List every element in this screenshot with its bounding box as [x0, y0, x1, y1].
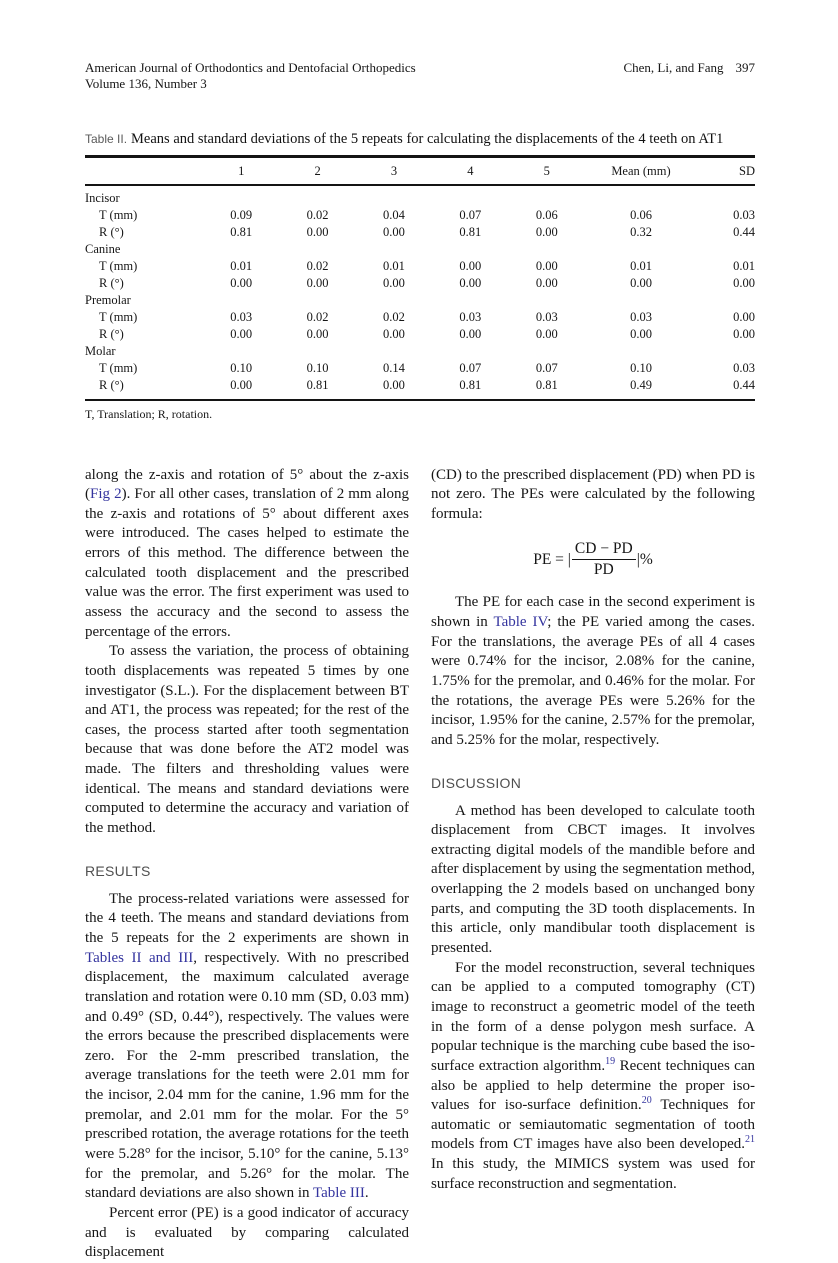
column-header: 1	[203, 158, 279, 185]
table-cell: 0.32	[630, 224, 652, 239]
table-cell: 0.81	[535, 377, 558, 392]
table-cell: 0.00	[459, 258, 482, 273]
body-paragraph	[431, 802, 755, 959]
table-cell: 0.14	[383, 360, 405, 375]
table-cell: 0.00	[230, 377, 253, 392]
table-cell: 0.02	[306, 258, 329, 273]
left-column	[85, 466, 409, 1263]
table-cell: 0.81	[459, 377, 482, 392]
table-cell: 0.03	[630, 309, 652, 324]
table-cell	[356, 185, 432, 207]
formula-fraction	[572, 540, 636, 579]
text-segment: The process-related variations were assessed for the 4 teeth. The means and standard deviations from the 5 repeats for the 2 experiments are shown in	[85, 890, 409, 946]
table-cell: 0.03	[733, 360, 755, 375]
table-cell: 0.00	[459, 326, 482, 341]
table-cell: 0.00	[306, 224, 329, 239]
table-cell: 0.00	[306, 275, 329, 290]
table-cell	[279, 343, 355, 360]
table-cell: 0.10	[306, 360, 329, 375]
table-group-row	[85, 185, 755, 207]
table-caption-label: Table II.	[85, 131, 128, 146]
table-cell	[279, 185, 355, 207]
text-segment: ). For all other cases, translation of 2 mm along the z-axis and rotations of 5° about different axes were introduced. The cases helped to estimate the errors of this method. The difference between the calculated tooth displacement and the prescribed value was the error. The first experiment was used to assess the accuracy and the second to assess the percentage of the errors.	[85, 486, 409, 640]
table-row	[85, 224, 755, 241]
row-label: R (°)	[99, 326, 124, 341]
table-cell: 0.07	[459, 207, 482, 222]
table-cell: 0.00	[630, 326, 652, 341]
table-cell	[432, 241, 508, 258]
section-heading: DISCUSSION	[431, 774, 522, 791]
table-group-row	[85, 292, 755, 309]
table-row	[85, 207, 755, 224]
table-footnote: T, Translation; R, rotation.	[85, 406, 213, 421]
row-label: Premolar	[85, 292, 131, 307]
text-segment: For the model reconstruction, several techniques can be applied to a computed tomography (CT) image to reconstruct a geometric model of the teeth in the form of a dense polygon mesh surface. A popular technique is the marching cube based the iso-surface extraction algorithm.	[431, 959, 755, 1074]
table-cell: 0.03	[733, 207, 755, 222]
journal-volume-issue: Volume 136, Number 3	[85, 76, 207, 92]
text-segment: A method has been developed to calculate tooth displacement from CBCT images. It involves extracting digital models of the mandible before and after displacement by using the segmentation method, overlapping the 2 models based on unchanged bony parts, and computing the 3D tooth displacements. In this article, only mandibular tooth displacement is presented.	[431, 802, 755, 957]
table-row	[85, 309, 755, 326]
row-label: R (°)	[99, 224, 124, 239]
reference-superscript[interactable]: 21	[745, 1134, 755, 1146]
body-paragraph	[85, 466, 409, 643]
table-cell: 0.00	[230, 326, 253, 341]
cross-reference-link[interactable]: Table IV	[493, 614, 548, 631]
text-segment: .	[364, 1185, 369, 1202]
cross-reference-link[interactable]: Table III	[313, 1185, 365, 1202]
table-cell	[585, 292, 697, 309]
table-cell: 0.01	[383, 258, 405, 273]
table-cell	[356, 343, 432, 360]
table-cell	[279, 241, 355, 258]
table-row	[85, 326, 755, 343]
table-cell: 0.49	[630, 377, 652, 392]
table-cell	[509, 241, 585, 258]
table-cell: 0.00	[383, 224, 405, 239]
table-cell: 0.00	[535, 258, 558, 273]
table-cell: 0.44	[733, 377, 755, 392]
table-cell	[356, 292, 432, 309]
table-body	[85, 185, 755, 400]
table-cell	[509, 343, 585, 360]
table-row	[85, 275, 755, 292]
body-paragraph	[431, 959, 755, 1195]
column-header: 3	[356, 158, 432, 185]
table-cell: 0.00	[383, 275, 405, 290]
table-cell	[279, 292, 355, 309]
table-group-row	[85, 241, 755, 258]
row-label: T (mm)	[99, 360, 138, 375]
body-paragraph	[85, 1204, 409, 1263]
running-head-right	[623, 60, 755, 76]
article-body	[85, 466, 755, 1263]
text-segment: Percent error (PE) is a good indicator of accuracy and is evaluated by comparing calculated displacement	[85, 1204, 409, 1261]
text-segment: Techniques for automatic or semiautomatic segmentation of tooth models from CT images have also been developed.	[431, 1097, 755, 1153]
reference-superscript[interactable]: 19	[605, 1055, 616, 1067]
formula-numerator: CD − PD	[572, 540, 636, 560]
running-head-left	[85, 60, 416, 93]
table-cell	[697, 185, 755, 207]
table-cell	[432, 185, 508, 207]
column-header: Mean (mm)	[585, 158, 697, 185]
body-paragraph	[431, 466, 755, 525]
row-label: R (°)	[99, 275, 124, 290]
running-head	[85, 60, 755, 93]
section-heading: RESULTS	[85, 862, 151, 879]
table-cell: 0.06	[535, 207, 558, 222]
table-cell: 0.81	[459, 224, 482, 239]
table-cell	[585, 241, 697, 258]
row-label: Incisor	[85, 190, 120, 205]
table-ii-block	[85, 130, 755, 422]
column-header	[85, 158, 203, 185]
table-cell	[203, 185, 279, 207]
table-cell: 0.03	[230, 309, 253, 324]
table-cell: 0.10	[630, 360, 652, 375]
table-cell: 0.00	[459, 275, 482, 290]
table-cell	[697, 343, 755, 360]
body-paragraph	[431, 593, 755, 750]
formula-rhs: |%	[636, 550, 653, 568]
table-cell: 0.02	[306, 207, 329, 222]
table-cell: 0.81	[230, 224, 253, 239]
reference-superscript[interactable]: 20	[641, 1095, 652, 1107]
table-cell	[203, 292, 279, 309]
table-cell	[697, 241, 755, 258]
table-cell: 0.07	[535, 360, 558, 375]
text-segment: Recent techniques can also be applied to help determine the proper iso-values for iso-surface definition.	[431, 1057, 755, 1114]
table-cell: 0.00	[383, 377, 405, 392]
table-cell	[203, 343, 279, 360]
body-paragraph	[85, 642, 409, 838]
table-cell: 0.06	[630, 207, 652, 222]
table-cell	[585, 185, 697, 207]
table-cell	[432, 343, 508, 360]
table-cell: 0.00	[535, 326, 558, 341]
text-segment: To assess the variation, the process of obtaining tooth displacements was repeated 5 times by one investigator (S.L.). For the displacement between BT and AT1, the process was repeated; for the rest of the cases, the process started after tooth segmentation because that was done before the AT2 model was made. The filters and thresholding values were identical. The means and standard deviations were computed to determine the accuracy and variation of the method.	[85, 643, 409, 837]
table-cell: 0.00	[535, 275, 558, 290]
table-cell	[509, 292, 585, 309]
percent-error-formula	[431, 540, 755, 579]
column-header: SD	[697, 158, 755, 185]
formula-lhs: PE = |	[533, 550, 571, 568]
text-segment: In this study, the MIMICS system was used for surface reconstruction and segmentation.	[431, 1156, 755, 1192]
running-authors: Chen, Li, and Fang	[623, 60, 724, 75]
table-row	[85, 377, 755, 400]
table-cell: 0.00	[733, 275, 755, 290]
row-label: T (mm)	[99, 207, 138, 222]
row-label: T (mm)	[99, 258, 138, 273]
table-cell: 0.00	[383, 326, 405, 341]
text-segment: along the z-axis and rotation of 5° about the z-axis (	[85, 466, 409, 503]
column-header: 4	[432, 158, 508, 185]
table-group-row	[85, 343, 755, 360]
journal-title: American Journal of Orthodontics and Dentofacial Orthopedics	[85, 60, 416, 75]
table-header-row	[85, 158, 755, 185]
table-cell: 0.09	[230, 207, 253, 222]
table-caption	[85, 130, 755, 158]
row-label: Molar	[85, 343, 116, 358]
right-column	[431, 466, 755, 1263]
table-cell: 0.00	[630, 275, 652, 290]
row-label: R (°)	[99, 377, 124, 392]
table-cell: 0.07	[459, 360, 482, 375]
row-label: T (mm)	[99, 309, 138, 324]
table-cell	[509, 185, 585, 207]
formula-denominator: PD	[593, 561, 614, 579]
table-cell: 0.81	[306, 377, 329, 392]
table-cell: 0.01	[630, 258, 652, 273]
table-cell: 0.01	[230, 258, 253, 273]
data-table	[85, 158, 755, 401]
table-cell	[585, 343, 697, 360]
table-cell: 0.04	[383, 207, 405, 222]
cross-reference-link[interactable]: Fig 2	[90, 486, 122, 503]
text-segment: ; the PE varied among the cases. For the translations, the average PEs of all 4 cases were 0.74% for the incisor, 2.08% for the canine, 1.75% for the premolar, and 0.46% for the molar. For the rotations, the average PEs were 5.26% for the incisor, 1.95% for the canine, 2.57% for the premolar, and 5.25% for the molar, respectively.	[431, 614, 755, 748]
table-cell: 0.10	[230, 360, 253, 375]
text-segment: (CD) to the prescribed displacement (PD) when PD is not zero. The PEs were calculated by the following formula:	[431, 466, 755, 522]
table-cell: 0.02	[383, 309, 405, 324]
cross-reference-link[interactable]: Tables II and III	[85, 949, 194, 966]
table-cell: 0.00	[733, 326, 755, 341]
table-cell: 0.00	[230, 275, 253, 290]
table-cell	[356, 241, 432, 258]
table-row	[85, 258, 755, 275]
table-cell: 0.44	[733, 224, 755, 239]
table-cell: 0.03	[535, 309, 558, 324]
row-label: Canine	[85, 241, 121, 256]
table-cell: 0.00	[535, 224, 558, 239]
table-cell: 0.00	[733, 309, 755, 324]
table-cell: 0.03	[459, 309, 482, 324]
table-cell: 0.00	[306, 326, 329, 341]
table-caption-text: Means and standard deviations of the 5 repeats for calculating the displacements of the 4 teeth on AT1	[131, 130, 724, 147]
text-segment: , respectively. With no prescribed displacement, the maximum calculated average translation and rotation were 0.10 mm (SD, 0.03 mm) and 0.49° (SD, 0.44°), respectively. The values were the errors because the prescribed displacements were zero. For the 2-mm prescribed translation, the average translations for the teeth were 2.01 mm for the incisor, 2.04 mm for the canine, 1.96 mm for the premolar, and 2.01 mm for the molar. For the 5° prescribed rotation, the average rotations for the teeth were 5.28° for the incisor, 5.10° for the canine, 5.13° for the premolar, and 5.26° for the molar. The standard deviations are also shown in	[85, 949, 409, 1202]
column-header: 2	[279, 158, 355, 185]
table-cell: 0.02	[306, 309, 329, 324]
column-header: 5	[509, 158, 585, 185]
page-number: 397	[735, 60, 755, 75]
table-cell	[203, 241, 279, 258]
table-cell	[697, 292, 755, 309]
body-paragraph	[85, 890, 409, 1204]
table-cell: 0.01	[733, 258, 755, 273]
text-segment: The PE for each case in the second experiment is shown in	[431, 594, 755, 631]
table-row	[85, 360, 755, 377]
table-cell	[432, 292, 508, 309]
